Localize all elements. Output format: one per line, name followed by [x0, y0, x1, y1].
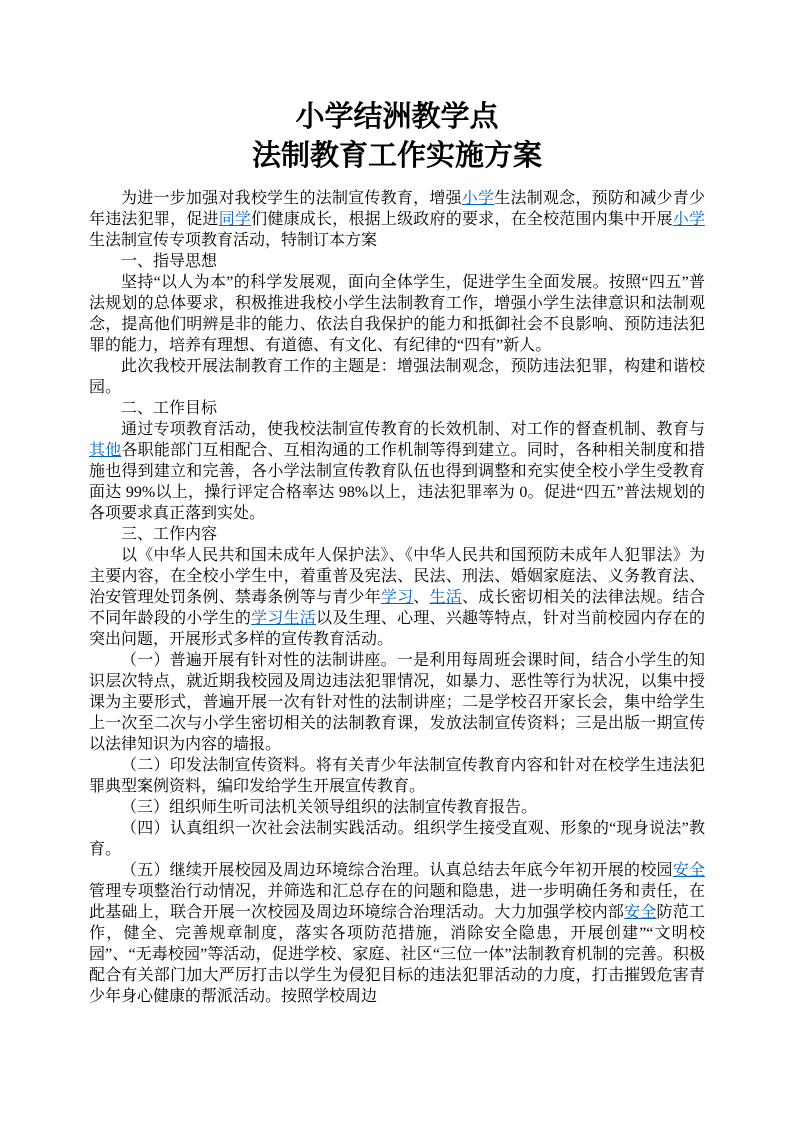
text-run: 生法制宣传专项教育活动，特制订本方案 [89, 232, 378, 249]
paragraph [89, 272, 705, 356]
hyperlink[interactable]: 其他 [89, 442, 122, 459]
text-run: 通过专项教育活动，使我校法制宣传教育的长效机制、对工作的督查机制、教育与 [121, 421, 705, 438]
paragraph [89, 188, 705, 251]
section-heading [89, 524, 705, 545]
text-run: （四）认真组织一次社会法制实践活动。组织学生接受直观、形象的“现身说法”教育。 [89, 820, 705, 858]
text-run: （一）普遍开展有针对性的法制讲座。一是利用每周班会课时间，结合小学生的知识层次特点，就近期我校园及周边违法犯罪情况，如暴力、恶性等行为状况，以集中授课为主要形式，普遍开展一次有针对性的法制讲座；二是学校召开家长会，集中给学生上一次至二次与小学生密切相关的法制教育课，发放法制宣传资料；三是出版一期宣传以法律知识为内容的墙报。 [89, 652, 705, 753]
text-run: 为进一步加强对我校学生的法制宣传教育，增强 [121, 190, 462, 207]
paragraph [89, 797, 705, 818]
paragraph [89, 650, 705, 755]
document-content [89, 98, 705, 1007]
text-run: 、成长密切相关的法律法规。结合不同年龄段的小学生的 [89, 589, 705, 627]
hyperlink[interactable]: 学习 [380, 589, 414, 606]
document-body [89, 188, 705, 1007]
text-run: 、 [413, 589, 430, 606]
hyperlink[interactable]: 小学 [461, 190, 495, 207]
section-heading [89, 251, 705, 272]
text-run: （三）组织师生听司法机关领导组织的法制宣传教育报告。 [121, 799, 538, 816]
section-heading [89, 398, 705, 419]
text-run: 管理专项整治行动情况，并筛选和汇总存在的问题和隐患，进一步明确任务和责任，在此基础上，联合开展一次校园及周边环境综合治理活动。大力加强学校内部 [89, 883, 705, 921]
paragraph [89, 545, 705, 650]
hyperlink[interactable]: 学习生活 [251, 610, 317, 627]
paragraph [89, 356, 705, 398]
text-run: 以及生理、心理、兴趣等特点，针对当前校园内存在的突出问题，开展形式多样的宣传教育活动。 [89, 610, 705, 648]
hyperlink[interactable]: 安全 [624, 904, 657, 921]
paragraph [89, 860, 705, 1007]
hyperlink[interactable]: 同学 [218, 211, 252, 228]
text-run: （五）继续开展校园及周边环境综合治理。认真总结去年底今年初开展的校园 [121, 862, 673, 879]
text-run: （二）印发法制宣传资料。将有关青少年法制宣传教育内容和针对在校学生违法犯罪典型案例资料，编印发给学生开展宣传教育。 [89, 757, 705, 795]
text-run: 各职能部门互相配合、互相沟通的工作机制等得到建立。同时，各种相关制度和措施也得到建立和完善，各小学法制宣传教育队伍也得到调整和充实使全校小学生受教育面达 99%以上，操行评定合格率达 98%以上，违法犯罪率为 0。促进“四五”普法规划的各项要求真正落到实处。 [89, 442, 705, 522]
paragraph [89, 818, 705, 860]
text-run: 生法制观念，预防和减少青少年违法犯罪，促进 [89, 190, 705, 228]
text-run: 以《中华人民共和国未成年人保护法》、《中华人民共和国预防未成年人犯罪法》为主要内容，在全校小学生中，着重普及宪法、民法、刑法、婚姻家庭法、义务教育法、治安管理处罚条例、禁毒条例等与青少年 [89, 547, 705, 606]
paragraph [89, 755, 705, 797]
document-title-line2: 法制教育工作实施方案 [251, 140, 542, 172]
hyperlink[interactable]: 小学 [672, 211, 705, 228]
text-run: 二、工作目标 [121, 400, 218, 417]
hyperlink[interactable]: 安全 [672, 862, 705, 879]
text-run: 防范工作，健全、完善规章制度，落实各项防范措施，消除安全隐患，开展创建”“文明校园”、“无毒校园”等活动，促进学校、家庭、社区“三位一体”法制教育机制的完善。积极配合有关部门加大严厉打击以学生为侵犯目标的违法犯罪活动的力度，打击摧毁危害青少年身心健康的帮派活动。按照学校周边 [89, 904, 705, 1005]
text-run: 此次我校开展法制教育工作的主题是：增强法制观念，预防违法犯罪，构建和谐校园。 [89, 358, 705, 396]
document-title-line1: 小学结洲教学点 [295, 101, 499, 133]
hyperlink[interactable]: 生活 [429, 589, 462, 606]
paragraph [89, 419, 705, 524]
text-run: 一、指导思想 [121, 253, 218, 270]
text-run: 坚持“以人为本”的科学发展观，面向全体学生，促进学生全面发展。按照“四五”普法规划的总体要求，积极推进我校小学生法制教育工作，增强小学生法律意识和法制观念，提高他们明辨是非的能力、依法自我保护的能力和抵御社会不良影响、预防违法犯罪的能力，培养有理想、有道德、有文化、有纪律的“四有”新人。 [89, 274, 705, 354]
text-run: 三、工作内容 [121, 526, 218, 543]
text-run: 们健康成长，根据上级政府的要求，在全校范围内集中开展 [251, 211, 673, 228]
